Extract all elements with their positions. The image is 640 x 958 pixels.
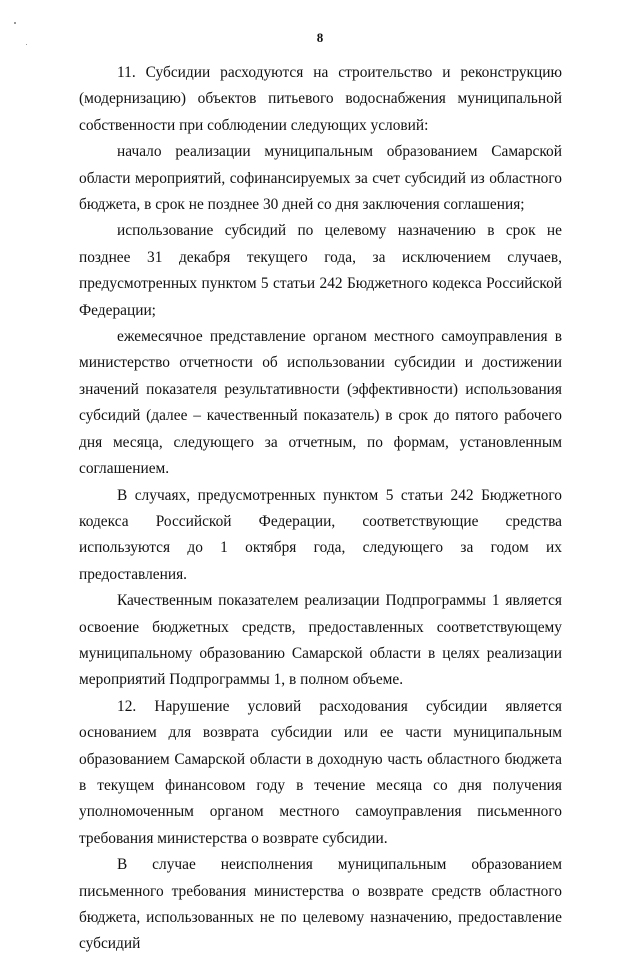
paragraph-11-intro: 11. Субсидии расходуются на строительство и реконструкцию (модернизацию) объектов питьевого водоснабжения муниципальной собственности при соблюдении следующих условий:	[79, 64, 562, 134]
paragraph-condition-usage: использование субсидий по целевому назначению в срок не позднее 31 декабря текущего года, за исключением случаев, предусмотренных пунктом 5 статьи 242 Бюджетного кодекса Российской Федерации;	[79, 222, 562, 319]
document-body	[79, 60, 562, 958]
paragraph-exceptions: В случаях, предусмотренных пунктом 5 статьи 242 Бюджетного кодекса Российской Федерации, соответствующие средства используются до 1 октября года, следующего за годом их предоставления.	[79, 486, 562, 583]
paragraph-condition-start: начало реализации муниципальным образованием Самарской области мероприятий, софинансируемых за счет субсидий из областного бюджета, в срок не позднее 30 дней со дня заключения соглашения;	[79, 143, 562, 214]
paragraph-quality-indicator: Качественным показателем реализации Подпрограммы 1 является освоение бюджетных средств, предоставленных соответствующему муниципальному образованию Самарской области в целях реализации мероприятий Подпрограммы 1, в полном объеме.	[79, 592, 562, 689]
paragraph-condition-reporting: ежемесячное представление органом местного самоуправления в министерство отчетности об использовании субсидии и достижении значений показателя результативности (эффективности) использования субсидий (далее – качественный показатель) в срок до пятого рабочего дня месяца, следующего за отчетным, по формам, установленным соглашением.	[79, 328, 562, 478]
paragraph-12-violation: 12. Нарушение условий расходования субсидии является основанием для возврата субсидии или ее части муниципальным образованием Самарской области в доходную часть областного бюджета в текущем финансовом году в течение месяца со дня получения уполномоченным органом местного самоуправления письменного требования министерства о возврате субсидии.	[79, 697, 562, 847]
page-number: 8	[316, 30, 324, 45]
scan-speck	[14, 22, 16, 24]
paragraph-non-compliance: В случае неисполнения муниципальным образованием письменного требования министерства о возврате средств областного бюджета, использованных не по целевому назначению, предоставление субсидий	[79, 856, 562, 953]
